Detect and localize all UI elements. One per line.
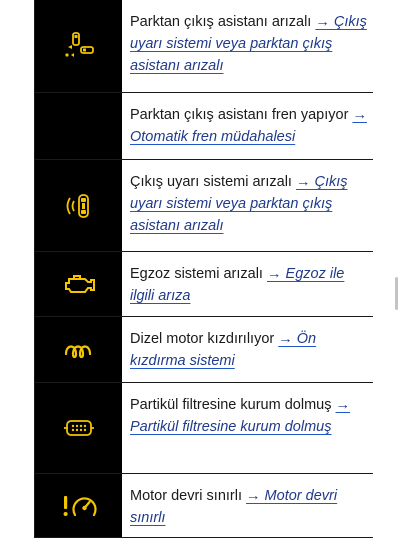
row-text: Motor devri sınırlı	[130, 488, 247, 504]
row-link[interactable]: → Ön kızdırma sistemi	[130, 331, 317, 369]
row-description	[122, 0, 373, 92]
row-link[interactable]: → Partikül filtresine kurum dolmuş	[130, 397, 350, 435]
row-text: Parktan çıkış asistanı arızalı	[130, 14, 316, 30]
table-row	[35, 382, 373, 473]
table-row	[35, 159, 373, 251]
table-row	[35, 473, 373, 537]
table-row	[35, 0, 373, 92]
park-exit-assist-fault-icon	[62, 31, 96, 61]
row-description	[122, 474, 373, 537]
row-link[interactable]: → Çıkış uyarı sistemi veya parktan çıkış asistanı arızalı	[130, 14, 367, 74]
icon-cell	[35, 317, 122, 382]
table-row	[35, 92, 373, 159]
row-description	[122, 383, 373, 473]
icon-cell	[35, 93, 122, 159]
row-text: Egzoz sistemi arızalı	[130, 266, 267, 282]
icon-cell	[35, 383, 122, 473]
scrollbar-thumb[interactable]	[395, 277, 398, 310]
row-text: Dizel motor kızdırılıyor	[130, 331, 279, 347]
exit-warning-system-fault-icon	[62, 191, 96, 221]
row-link[interactable]: → Motor devri sınırlı	[130, 488, 338, 526]
warning-lights-table	[34, 0, 373, 538]
table-row	[35, 251, 373, 316]
row-text: Partikül filtresine kurum dolmuş	[130, 397, 336, 413]
engine-speed-limited-icon	[60, 491, 98, 521]
row-description	[122, 160, 373, 251]
table-row	[35, 316, 373, 382]
glow-plug-icon	[62, 340, 96, 360]
engine-icon	[62, 271, 96, 297]
row-description	[122, 252, 373, 316]
row-description	[122, 93, 373, 159]
row-text: Çıkış uyarı sistemi arızalı	[130, 174, 296, 190]
row-link[interactable]: → Çıkış uyarı sistemi veya parktan çıkış asistanı arızalı	[130, 174, 348, 234]
particulate-filter-icon	[62, 418, 96, 438]
icon-cell	[35, 160, 122, 251]
icon-cell	[35, 0, 122, 92]
row-text: Parktan çıkış asistanı fren yapıyor	[130, 107, 353, 123]
row-description	[122, 317, 373, 382]
icon-cell	[35, 474, 122, 537]
row-link[interactable]: → Egzoz ile ilgili arıza	[130, 266, 345, 304]
row-link[interactable]: → Otomatik fren müdahalesi	[130, 107, 367, 145]
icon-cell	[35, 252, 122, 316]
